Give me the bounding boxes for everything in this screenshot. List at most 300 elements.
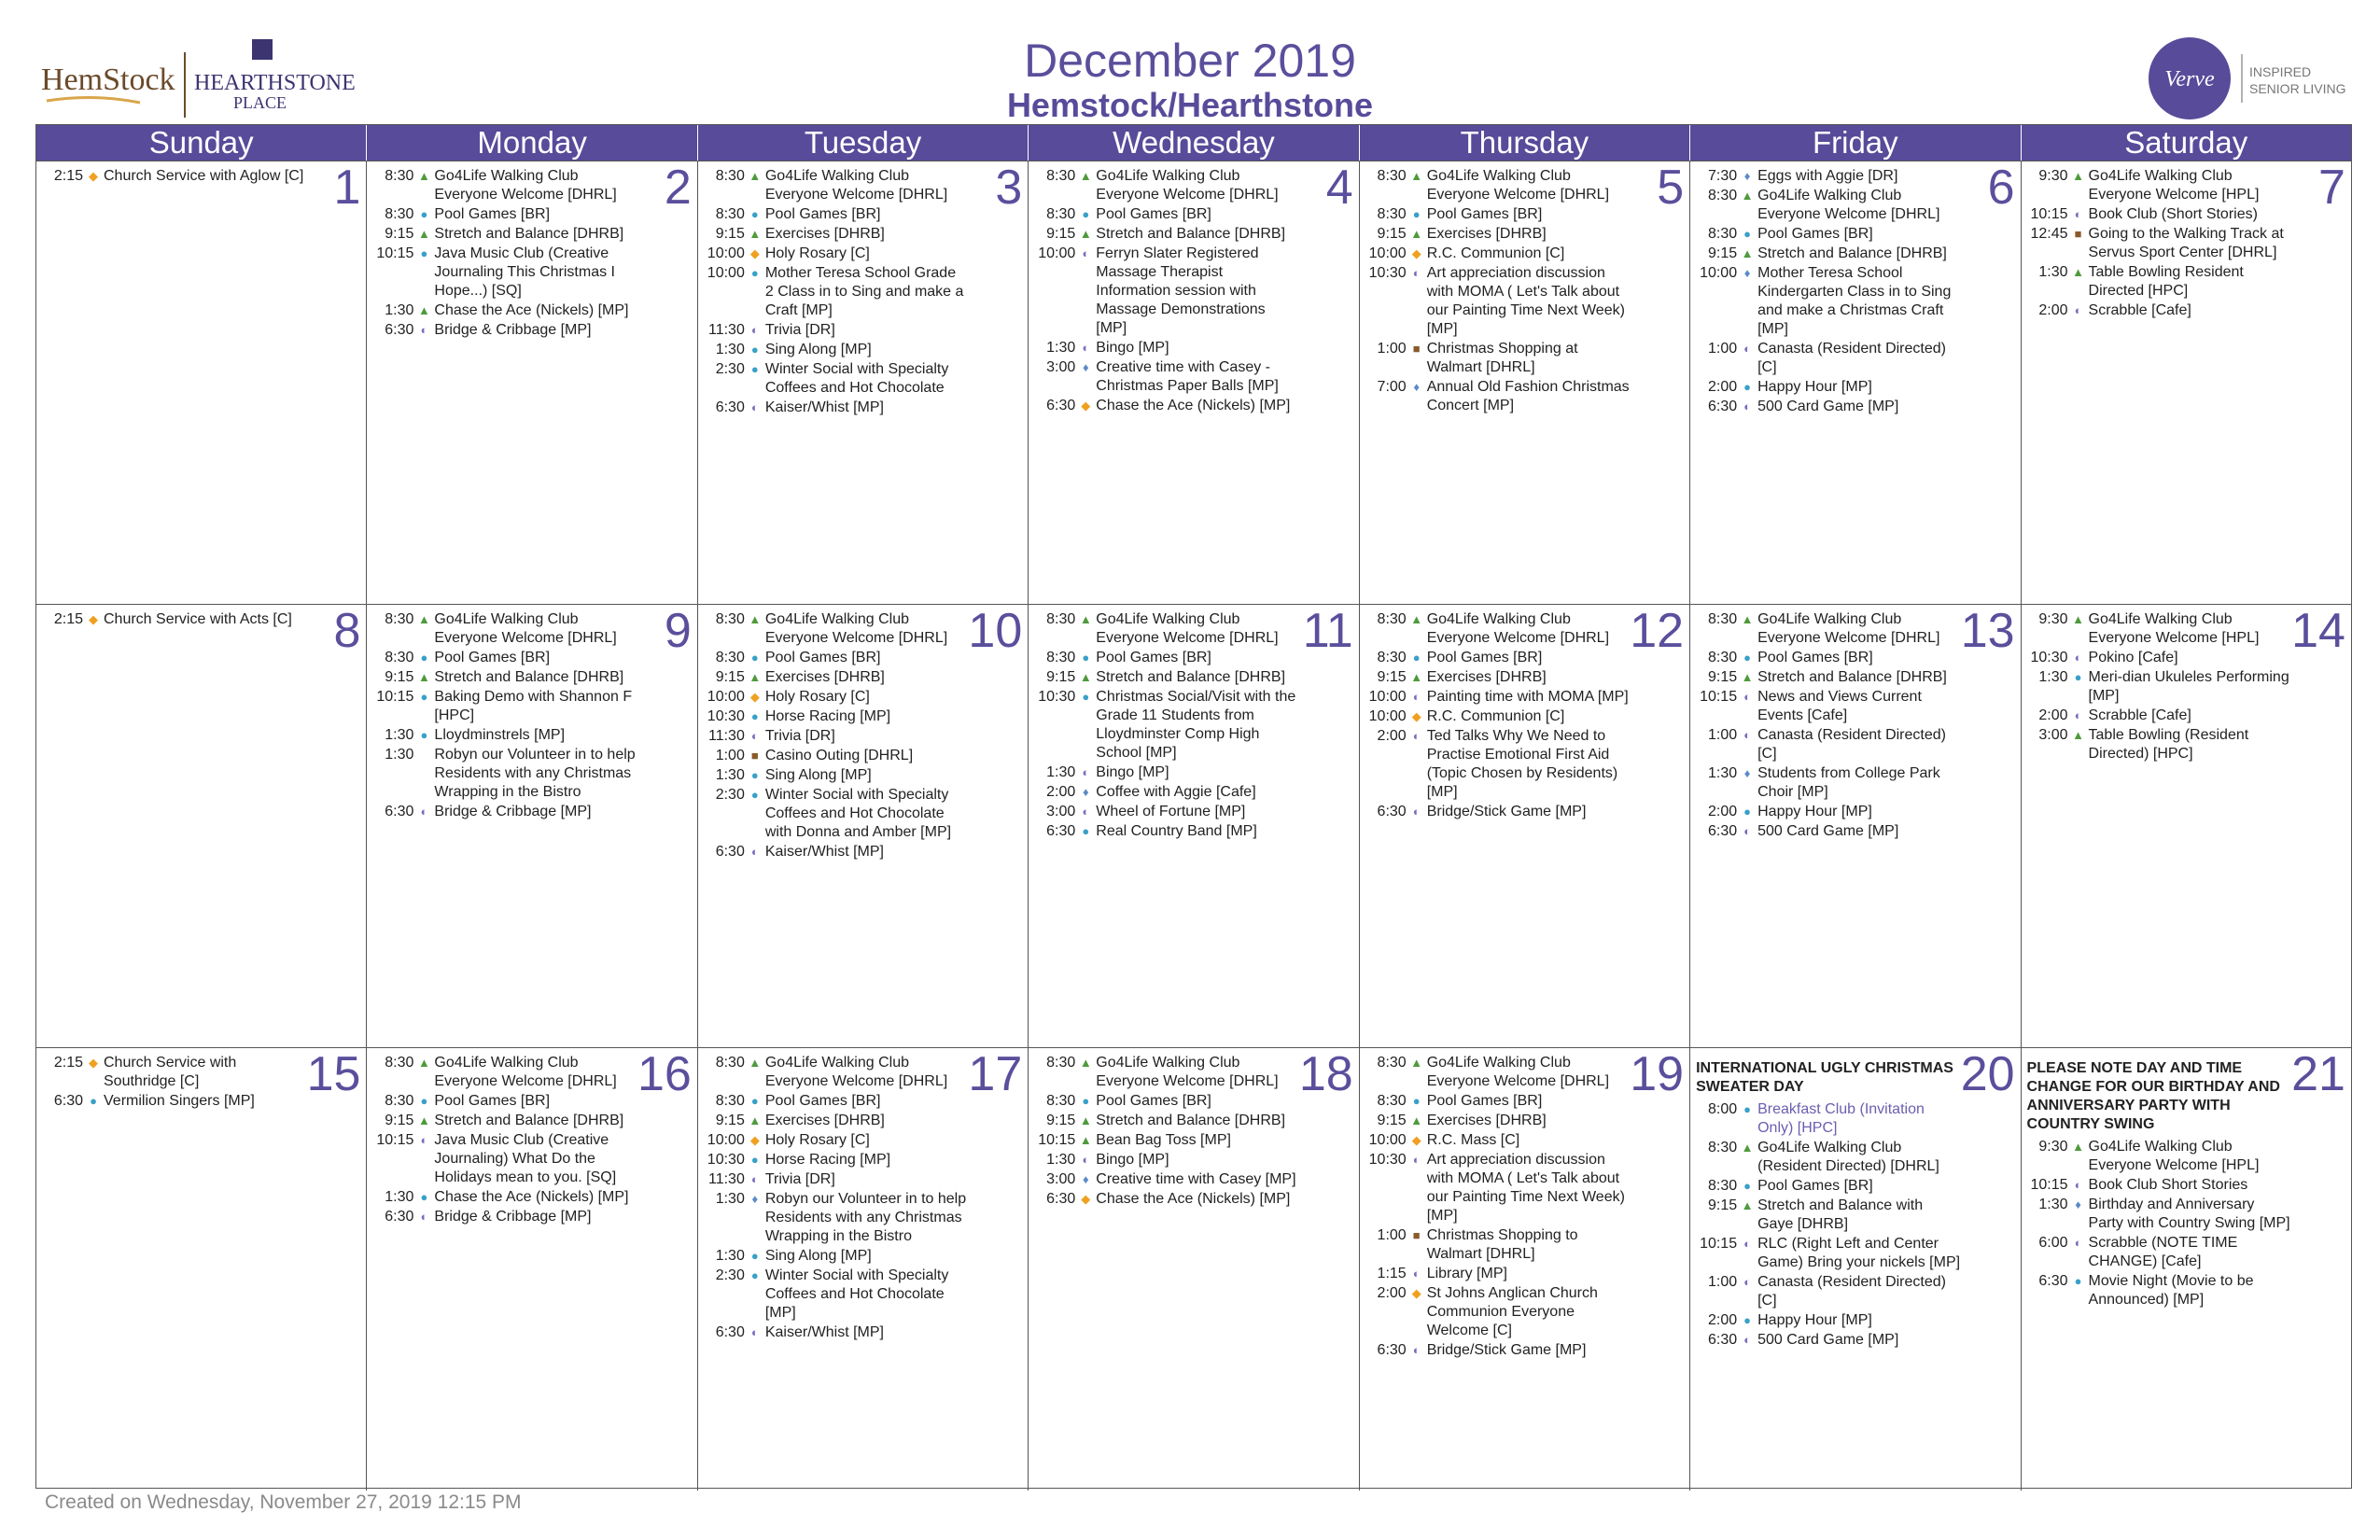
event-title: Pool Games [BR] — [1096, 206, 1211, 222]
event-item — [1029, 668, 1352, 687]
event-title: Sing Along [MP] — [764, 1248, 872, 1264]
event-item — [1360, 225, 1684, 244]
calendar-month-title: December 2019 — [1024, 35, 1356, 87]
event-title: Book Club (Short Stories) — [2088, 206, 2258, 222]
event-time: 10:30 — [1368, 265, 1407, 281]
walking-icon: ▲ — [417, 169, 430, 183]
calendar-grid — [35, 124, 2352, 1489]
event-title: Winter Social with Specialty Coffees and Hot Chocolate — [764, 361, 949, 396]
event-item — [698, 360, 1022, 398]
event-item — [1690, 378, 2014, 397]
day-cell — [1360, 605, 1690, 1047]
event-time: 8:30 — [385, 206, 414, 222]
event-time: 6:30 — [53, 1093, 83, 1109]
event-time: 2:15 — [53, 611, 83, 627]
event-time: 10:30 — [1368, 1152, 1407, 1168]
hearthstone-logo-text: HEARTHSTONE — [194, 71, 355, 95]
walking-icon: ▲ — [2072, 169, 2084, 183]
event-time: 9:15 — [1046, 226, 1076, 242]
social-icon: ● — [1082, 1094, 1090, 1108]
event-item — [367, 245, 691, 301]
walking-icon: ▲ — [417, 227, 430, 241]
walking-icon: ▲ — [1079, 612, 1092, 626]
event-time: 8:30 — [1377, 206, 1407, 222]
event-item — [698, 1170, 1022, 1189]
place-logo-text: PLACE — [233, 93, 287, 112]
event-title: Christmas Shopping at Walmart [DHRL] — [1426, 341, 1578, 375]
event-item — [1360, 1226, 1684, 1264]
social-icon: ● — [1743, 1102, 1752, 1116]
event-item — [2022, 263, 2345, 301]
spiritual-icon: ◆ — [749, 246, 760, 260]
walking-icon: ▲ — [1410, 670, 1423, 684]
event-time: 10:30 — [707, 708, 745, 724]
brain-icon: ◐ — [1082, 246, 1090, 260]
social-icon: ● — [1412, 207, 1421, 221]
event-time: 6:30 — [1377, 1342, 1407, 1358]
social-icon: ● — [420, 1094, 428, 1108]
social-icon: ● — [1743, 805, 1752, 819]
day-number: 4 — [1325, 161, 1353, 215]
event-item — [1360, 167, 1684, 204]
event-time: 10:15 — [2030, 1177, 2068, 1193]
brain-icon: ◐ — [420, 323, 428, 337]
social-icon: ● — [1743, 1179, 1752, 1193]
day-number: 11 — [1302, 605, 1353, 658]
event-time: 10:00 — [707, 245, 745, 261]
event-time: 12:45 — [2030, 226, 2068, 242]
event-time: 8:30 — [1707, 1178, 1738, 1194]
brain-icon: ◐ — [750, 845, 759, 859]
brain-icon: ◐ — [1412, 729, 1421, 743]
event-title: Go4Life Walking Club Everyone Welcome [DHRL] — [1096, 168, 1279, 203]
event-time: 10:15 — [376, 689, 414, 705]
event-time: 10:15 — [2030, 206, 2068, 222]
event-title: Mother Teresa School Grade 2 Class in to Sing and make a Craft [MP] — [764, 265, 964, 318]
event-title: Java Music Club (Creative Journaling This Christmas I Hope...) [SQ] — [434, 245, 615, 299]
social-icon: ● — [750, 768, 759, 782]
day-cell — [1690, 161, 2021, 604]
hemstock-logo-text: HemStock — [41, 63, 175, 97]
event-item — [1360, 1151, 1684, 1225]
event-item — [698, 786, 1022, 842]
event-title: Go4Life Walking Club Everyone Welcome [DHRL] — [434, 1055, 617, 1089]
brain-icon: ◐ — [1743, 728, 1752, 742]
event-item — [367, 726, 691, 745]
event-title: Winter Social with Specialty Coffees and Hot Chocolate with Donna and Amber [MP] — [764, 787, 952, 840]
event-time: 8:30 — [1046, 168, 1076, 184]
event-time: 9:15 — [1377, 669, 1407, 685]
day-cell — [1029, 161, 1359, 604]
brain-icon: ◐ — [2074, 207, 2082, 221]
event-title: Pool Games [BR] — [1757, 226, 1873, 242]
event-title: News and Views Current Events [Cafe] — [1757, 689, 1922, 723]
day-cell — [2022, 605, 2351, 1047]
social-icon: ● — [420, 207, 428, 221]
event-time: 2:00 — [2038, 707, 2068, 723]
event-title: Exercises [DHRB] — [1426, 226, 1547, 242]
event-time: 2:00 — [1707, 1312, 1738, 1328]
walking-icon: ▲ — [749, 169, 762, 183]
event-time: 9:15 — [715, 669, 745, 685]
event-time: 10:30 — [707, 1152, 745, 1168]
event-item — [698, 707, 1022, 726]
social-icon: ● — [420, 1190, 428, 1204]
walking-icon: ▲ — [1079, 1056, 1092, 1070]
brain-icon: ◐ — [1082, 765, 1090, 779]
event-time: 8:30 — [1707, 188, 1738, 203]
event-title: Wheel of Fortune [MP] — [1096, 804, 1246, 819]
event-time: 10:00 — [1368, 708, 1407, 724]
event-title: Pool Games [BR] — [1426, 650, 1543, 665]
event-title: RLC (Right Left and Center Game) Bring your nickels [MP] — [1757, 1236, 1961, 1270]
event-title: Birthday and Anniversary Party with Country Swing [MP] — [2088, 1197, 2290, 1231]
event-title: Go4Life Walking Club Everyone Welcome [DHRL] — [1757, 188, 1940, 222]
event-title: Stretch and Balance [DHRB] — [1096, 226, 1286, 242]
event-title: Pool Games [BR] — [434, 206, 551, 222]
event-time: 7:30 — [1707, 168, 1738, 184]
event-item — [1690, 187, 2014, 224]
event-title: 500 Card Game [MP] — [1757, 1332, 1899, 1348]
event-item — [1690, 764, 2014, 802]
weekday-header-row — [36, 125, 2351, 161]
event-time: 6:30 — [1046, 823, 1076, 839]
event-title: Art appreciation discussion with MOMA ( Let's Talk about our Painting Time Next Week) [MP] — [1426, 1152, 1625, 1224]
event-time: 7:00 — [1377, 379, 1407, 395]
day-number: 1 — [333, 161, 361, 215]
day-number: 14 — [2291, 605, 2345, 658]
event-time: 8:30 — [1707, 1140, 1738, 1155]
event-title: Eggs with Aggie [DR] — [1757, 168, 1898, 184]
event-time: 8:30 — [385, 611, 414, 627]
event-item — [2022, 301, 2345, 320]
event-title: Church Service with Acts [C] — [104, 611, 292, 627]
event-title: Chase the Ace (Nickels) [MP] — [434, 1189, 629, 1205]
event-title: Mother Teresa School Kindergarten Class in to Sing and make a Christmas Craft [MP] — [1757, 265, 1952, 337]
walking-icon: ▲ — [749, 1056, 762, 1070]
event-title: Students from College Park Choir [MP] — [1757, 765, 1940, 800]
brain-icon: ◐ — [2074, 303, 2082, 317]
event-time: 1:30 — [715, 1191, 745, 1207]
event-title: Annual Old Fashion Christmas Concert [MP] — [1426, 379, 1630, 413]
event-title: Scrabble (NOTE TIME CHANGE) [Cafe] — [2088, 1235, 2238, 1269]
event-item — [1690, 1177, 2014, 1196]
event-time: 6:30 — [385, 1209, 414, 1225]
event-title: Go4Life Walking Club Everyone Welcome [DHRL] — [1426, 1055, 1610, 1089]
walking-icon: ▲ — [417, 670, 430, 684]
event-item — [367, 649, 691, 667]
verve-logo — [2147, 34, 2371, 127]
event-title: Bridge/Stick Game [MP] — [1426, 804, 1587, 819]
event-item — [1690, 668, 2014, 687]
day-number: 2 — [664, 161, 692, 215]
social-icon: ● — [750, 343, 759, 357]
event-item — [1690, 1331, 2014, 1350]
event-item — [36, 610, 360, 629]
event-title: Table Bowling (Resident Directed) [HPC] — [2088, 727, 2249, 762]
social-icon: ● — [1082, 824, 1090, 838]
event-time: 9:15 — [1377, 1113, 1407, 1128]
brain-icon: ◐ — [1412, 805, 1421, 819]
brain-icon: ◐ — [1743, 342, 1752, 356]
event-title: Breakfast Club (Invitation Only) [HPC] — [1757, 1101, 1925, 1136]
social-icon: ● — [1743, 380, 1752, 394]
event-time: 9:15 — [385, 226, 414, 242]
event-time: 8:30 — [715, 168, 745, 184]
person-icon: ♦ — [1743, 766, 1751, 780]
brain-icon: ◐ — [2074, 1236, 2082, 1250]
event-title: Exercises [DHRB] — [764, 669, 885, 685]
event-time: 8:30 — [1046, 650, 1076, 665]
event-item — [1029, 1170, 1352, 1189]
event-title: Happy Hour [MP] — [1757, 804, 1872, 819]
spiritual-icon: ◆ — [1081, 399, 1091, 413]
event-time: 9:30 — [2038, 611, 2068, 627]
day-number: 17 — [968, 1048, 1023, 1101]
event-title: Pool Games [BR] — [434, 650, 551, 665]
event-item — [367, 688, 691, 725]
event-time: 10:15 — [1038, 1132, 1076, 1148]
event-item — [1690, 398, 2014, 416]
brain-icon: ◐ — [750, 1172, 759, 1186]
event-time: 6:30 — [1046, 398, 1076, 413]
event-title: Holy Rosary [C] — [764, 245, 870, 261]
brain-icon: ◐ — [750, 729, 759, 743]
event-time: 9:15 — [385, 1113, 414, 1128]
event-time: 8:30 — [1707, 650, 1738, 665]
day-note: PLEASE NOTE DAY AND TIME CHANGE FOR OUR BIRTHDAY AND ANNIVERSARY PARTY WITH COUNTRY SWING — [2026, 1060, 2280, 1132]
event-time: 9:15 — [715, 226, 745, 242]
day-number: 21 — [2291, 1048, 2345, 1101]
event-title: Pokino [Cafe] — [2088, 650, 2178, 665]
social-icon: ● — [750, 788, 759, 802]
event-time: 1:15 — [1377, 1266, 1407, 1281]
day-cell — [698, 161, 1029, 604]
event-title: Canasta (Resident Directed) [C] — [1757, 727, 1946, 762]
event-time: 10:00 — [707, 689, 745, 705]
event-item — [1690, 726, 2014, 763]
walking-icon: ▲ — [1741, 246, 1754, 260]
brain-icon: ◐ — [1082, 341, 1090, 355]
event-time: 9:30 — [2038, 1139, 2068, 1155]
social-icon: ● — [750, 362, 759, 376]
event-item — [367, 1131, 691, 1187]
brain-icon: ◐ — [2074, 1178, 2082, 1192]
walking-icon: ▲ — [1410, 1056, 1423, 1070]
event-title: Horse Racing [MP] — [764, 1152, 891, 1168]
event-title: Stretch and Balance with Gaye [DHRB] — [1757, 1197, 1924, 1232]
event-title: Holy Rosary [C] — [764, 1132, 870, 1148]
walking-icon: ▲ — [2072, 728, 2084, 742]
brain-icon: ◐ — [1743, 1237, 1752, 1251]
event-item — [2022, 1272, 2345, 1309]
walking-icon: ▲ — [1079, 169, 1092, 183]
bus-icon: ■ — [1412, 342, 1421, 356]
day-cell — [1690, 605, 2021, 1047]
social-icon: ● — [90, 1094, 97, 1108]
event-title: Sing Along [MP] — [764, 342, 872, 357]
weekday-sunday: Sunday — [36, 125, 367, 161]
event-time: 8:30 — [385, 168, 414, 184]
event-time: 8:30 — [1707, 226, 1738, 242]
event-title: Christmas Social/Visit with the Grade 11 Students from Lloydminster Comp High School [MP] — [1096, 689, 1296, 761]
social-icon: ● — [1743, 1313, 1752, 1327]
event-item — [1360, 1284, 1684, 1340]
event-time: 1:00 — [1707, 1274, 1738, 1290]
event-time: 2:00 — [2038, 302, 2068, 318]
event-item — [1360, 1131, 1684, 1150]
bus-icon: ■ — [750, 749, 759, 763]
event-time: 1:00 — [715, 748, 745, 763]
event-title: Go4Life Walking Club Everyone Welcome [DHRL] — [764, 611, 948, 646]
event-time: 10:00 — [1368, 1132, 1407, 1148]
weekday-monday: Monday — [367, 125, 697, 161]
event-item — [2022, 205, 2345, 224]
event-time: 6:30 — [1707, 399, 1738, 414]
event-title: Pool Games [BR] — [764, 650, 881, 665]
event-item — [1360, 378, 1684, 415]
brain-icon: ◐ — [750, 1325, 759, 1339]
event-title: Painting time with MOMA [MP] — [1426, 689, 1629, 705]
event-title: Vermilion Singers [MP] — [104, 1093, 255, 1109]
event-title: Chase the Ace (Nickels) [MP] — [1096, 1191, 1291, 1207]
social-icon: ● — [1743, 227, 1752, 241]
event-time: 8:30 — [1046, 206, 1076, 222]
event-time: 1:30 — [2038, 1197, 2068, 1212]
event-item — [698, 1190, 1022, 1246]
event-time: 6:30 — [1707, 823, 1738, 839]
event-title: Scrabble [Cafe] — [2088, 302, 2191, 318]
day-number: 5 — [1657, 161, 1685, 215]
event-title: Go4Life Walking Club Everyone Welcome [DHRL] — [764, 1055, 948, 1089]
brain-icon: ◐ — [2074, 708, 2082, 722]
event-title: Pool Games [BR] — [1096, 650, 1211, 665]
event-item — [1029, 688, 1352, 763]
event-item — [698, 399, 1022, 417]
event-item — [1690, 225, 2014, 244]
event-title: Bridge & Cribbage [MP] — [434, 322, 592, 338]
event-time: 8:30 — [1377, 611, 1407, 627]
event-item — [698, 727, 1022, 746]
event-item — [1690, 1139, 2014, 1176]
event-title: Go4Life Walking Club (Resident Directed) [DHRL] — [1757, 1140, 1939, 1174]
event-time: 1:30 — [385, 747, 414, 763]
day-number: 19 — [1630, 1048, 1685, 1101]
event-time: 8:30 — [1377, 1093, 1407, 1109]
event-title: Pool Games [BR] — [1757, 650, 1873, 665]
event-item — [1360, 803, 1684, 821]
event-item — [698, 747, 1022, 765]
event-item — [1029, 397, 1352, 415]
event-item — [1029, 205, 1352, 224]
spiritual-icon: ◆ — [1411, 709, 1421, 723]
event-title: Go4Life Walking Club Everyone Welcome [HPL] — [2088, 1139, 2260, 1173]
walking-icon: ▲ — [2072, 1140, 2084, 1154]
social-icon: ● — [750, 1094, 759, 1108]
event-time: 1:30 — [1707, 765, 1738, 781]
event-title: Lloydminstrels [MP] — [434, 727, 566, 743]
event-time: 2:30 — [715, 1267, 745, 1283]
person-icon: ♦ — [1743, 169, 1751, 183]
verve-tagline-2: SENIOR LIVING — [2249, 81, 2346, 96]
event-time: 1:00 — [1377, 1227, 1407, 1243]
event-title: Ted Talks Why We Need to Practise Emotional First Aid (Topic Chosen by Residents) [MP] — [1426, 728, 1618, 800]
walking-icon: ▲ — [417, 612, 430, 626]
event-time: 1:30 — [1046, 340, 1076, 356]
day-number: 10 — [968, 605, 1023, 658]
walking-icon: ▲ — [1410, 169, 1423, 183]
event-title: Stretch and Balance [DHRB] — [434, 669, 624, 685]
event-title: Casino Outing [DHRL] — [764, 748, 914, 763]
spiritual-icon: ◆ — [1081, 1192, 1091, 1206]
spiritual-icon: ◆ — [1411, 246, 1421, 260]
event-item — [1029, 245, 1352, 338]
event-time: 1:30 — [1046, 1152, 1076, 1168]
event-item — [2022, 1138, 2345, 1175]
event-time: 8:30 — [385, 1055, 414, 1071]
event-title: Chase the Ace (Nickels) [MP] — [434, 302, 629, 318]
event-title: Bridge & Cribbage [MP] — [434, 804, 592, 819]
event-title: Sing Along [MP] — [764, 767, 872, 783]
event-title: Go4Life Walking Club Everyone Welcome [DHRL] — [1426, 168, 1610, 203]
event-time: 1:00 — [1707, 341, 1738, 357]
social-icon: ● — [1412, 1094, 1421, 1108]
bus-icon: ■ — [2074, 227, 2082, 241]
social-icon: ● — [1082, 651, 1090, 665]
event-item — [698, 766, 1022, 785]
event-time: 9:15 — [1707, 245, 1738, 261]
social-icon: ● — [1412, 651, 1421, 665]
day-cell — [1360, 161, 1690, 604]
event-title: Go4Life Walking Club Everyone Welcome [DHRL] — [1096, 1055, 1279, 1089]
event-title: Trivia [DR] — [764, 322, 835, 338]
spiritual-icon: ◆ — [749, 690, 760, 704]
walking-icon: ▲ — [1410, 612, 1423, 626]
event-title: Winter Social with Specialty Coffees and Hot Chocolate [MP] — [764, 1267, 949, 1321]
event-item — [1029, 1112, 1352, 1130]
event-item — [1029, 225, 1352, 244]
walking-icon: ▲ — [749, 227, 762, 241]
created-on-footer: Created on Wednesday, November 27, 2019 12:15 PM — [45, 1491, 522, 1513]
brain-icon: ◐ — [1743, 399, 1752, 413]
event-item — [1360, 1265, 1684, 1283]
person-icon: ♦ — [1082, 785, 1089, 799]
event-title: Movie Night (Movie to be Announced) [MP] — [2088, 1273, 2254, 1308]
event-title: Meri-dian Ukuleles Performing [MP] — [2088, 669, 2289, 704]
event-time: 1:30 — [715, 342, 745, 357]
event-time: 1:30 — [385, 1189, 414, 1205]
event-item — [1690, 264, 2014, 339]
event-item — [698, 264, 1022, 320]
event-title: Go4Life Walking Club Everyone Welcome [DHRL] — [1426, 611, 1610, 646]
event-title: Chase the Ace (Nickels) [MP] — [1096, 398, 1291, 413]
day-cell — [367, 1048, 697, 1491]
event-time: 10:15 — [376, 245, 414, 261]
event-item — [1690, 245, 2014, 263]
event-title: Happy Hour [MP] — [1757, 379, 1872, 395]
event-time: 8:30 — [715, 1093, 745, 1109]
event-item — [2022, 668, 2345, 706]
event-title: Go4Life Walking Club Everyone Welcome [DHRL] — [434, 168, 617, 203]
event-title: Table Bowling Resident Directed [HPC] — [2088, 264, 2244, 299]
event-title: Go4Life Walking Club Everyone Welcome [DHRL] — [1096, 611, 1279, 646]
event-item — [1029, 167, 1352, 204]
brain-icon: ◐ — [1743, 690, 1752, 704]
event-title: Go4Life Walking Club Everyone Welcome [DHRL] — [434, 611, 617, 646]
person-icon: ♦ — [1082, 360, 1089, 374]
event-title: R.C. Mass [C] — [1426, 1132, 1520, 1148]
social-icon: ● — [1082, 690, 1090, 704]
